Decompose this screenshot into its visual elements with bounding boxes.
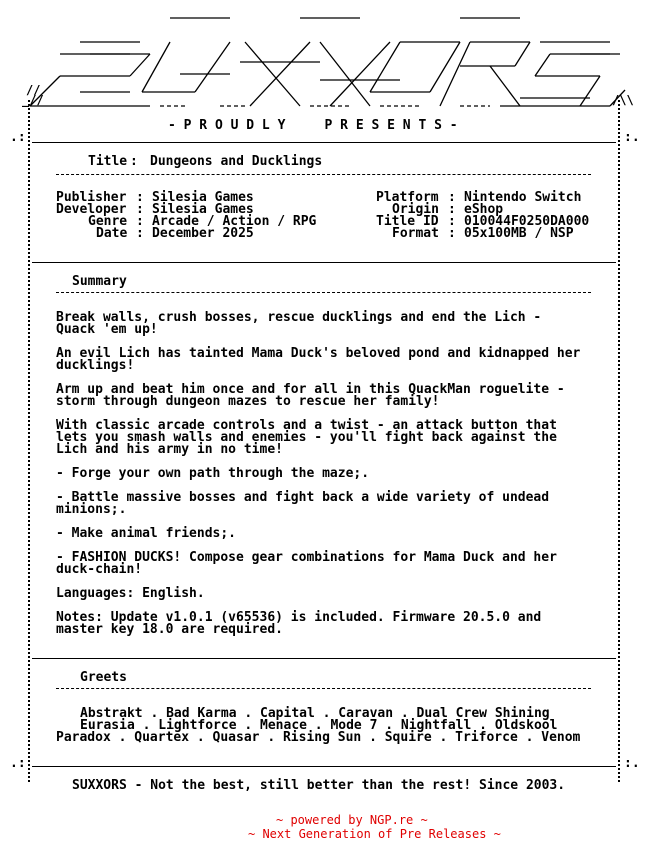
summary-line: - Battle massive bosses and fight back a wide variety of undead xyxy=(56,490,550,505)
summary-line: - Make animal friends;. xyxy=(56,526,237,541)
release-title-sep: : xyxy=(130,154,138,169)
info-origin-value: eShop xyxy=(464,202,504,217)
info-publisher-value: Silesia Games xyxy=(152,190,254,205)
info-titleid-value: 010044F0250DA000 xyxy=(464,214,590,229)
summary-line: duck-chain! xyxy=(56,562,143,577)
greets-heading: Greets xyxy=(80,670,127,685)
info-left-separators: : : : : xyxy=(136,190,144,241)
info-format-label: Format xyxy=(392,226,439,241)
info-platform-label: Platform xyxy=(376,190,439,205)
info-origin-label: Origin xyxy=(392,202,439,217)
summary-heading: Summary xyxy=(72,274,127,289)
greets-line: Paradox . Quartex . Quasar . Rising Sun . Squire . Triforce . Venom xyxy=(56,730,581,745)
info-developer-label: Developer xyxy=(56,202,127,217)
frame-corner-left-bottom: .: xyxy=(10,756,26,771)
summary-line: Arm up and beat him once and for all in this QuackMan roguelite - xyxy=(56,382,565,397)
info-right-separators: : : : : xyxy=(448,190,456,241)
divider-greets xyxy=(56,688,591,689)
group-logo-ascii-art xyxy=(20,14,634,110)
info-genre-label: Genre xyxy=(88,214,128,229)
summary-line: Quack 'em up! xyxy=(56,322,158,337)
svg-text:_//: _// xyxy=(22,93,44,107)
svg-text://: // xyxy=(26,83,41,97)
release-title-label: Title xyxy=(88,154,128,169)
summary-line: With classic arcade controls and a twist - an attack button that xyxy=(56,418,557,433)
info-date-value: December 2025 xyxy=(152,226,254,241)
summary-line: minions;. xyxy=(56,502,127,517)
svg-text:/\\: /\\ xyxy=(612,93,634,107)
footer-next-generation: ~ Next Generation of Pre Releases ~ xyxy=(248,827,501,841)
group-tagline: SUXXORS - Not the best, still better than the rest! Since 2003. xyxy=(72,778,566,793)
info-genre-value: Arcade / Action / RPG xyxy=(152,214,317,229)
summary-line: Notes: Update v1.0.1 (v65536) is included. Firmware 20.5.0 and xyxy=(56,610,542,625)
summary-line: master key 18.0 are required. xyxy=(56,622,283,637)
info-titleid-label: Title ID xyxy=(376,214,439,229)
banner-proudly-presents: - P R O U D L Y P R E S E N T S - xyxy=(168,118,458,133)
frame-corner-left-top: .: xyxy=(10,130,26,145)
divider-title xyxy=(56,174,591,175)
frame-left-border xyxy=(28,100,30,782)
frame-corner-right-top: :. xyxy=(624,130,640,145)
summary-line: Lich and his army in no time! xyxy=(56,442,283,457)
divider-top xyxy=(32,142,616,143)
info-publisher-label: Publisher xyxy=(56,190,127,205)
frame-right-border xyxy=(618,100,620,782)
info-format-value: 05x100MB / NSP xyxy=(464,226,574,241)
frame-corner-right-bottom: :. xyxy=(624,756,640,771)
divider-info xyxy=(32,262,616,263)
greets-line: Eurasia . Lightforce . Menace . Mode 7 . Nightfall . Oldskool xyxy=(80,718,558,733)
release-title: Dungeons and Ducklings xyxy=(150,154,323,169)
divider-greets-end xyxy=(32,766,616,767)
summary-line: An evil Lich has tainted Mama Duck's beloved pond and kidnapped her xyxy=(56,346,581,361)
footer-powered-by: ~ powered by NGP.re ~ xyxy=(276,813,428,827)
info-developer-value: Silesia Games xyxy=(152,202,254,217)
summary-line: lets you smash walls and enemies - you'll fight back against the xyxy=(56,430,557,445)
info-date-label: Date xyxy=(96,226,128,241)
divider-summary-end xyxy=(32,658,616,659)
summary-line: Break walls, crush bosses, rescue ducklings and end the Lich - xyxy=(56,310,542,325)
summary-line: - FASHION DUCKS! Compose gear combinations for Mama Duck and her xyxy=(56,550,557,565)
summary-line: storm through dungeon mazes to rescue her family! xyxy=(56,394,440,409)
summary-line: ducklings! xyxy=(56,358,135,373)
summary-line: - Forge your own path through the maze;. xyxy=(56,466,370,481)
info-platform-value: Nintendo Switch xyxy=(464,190,582,205)
greets-line: Abstrakt . Bad Karma . Capital . Caravan . Dual Crew Shining xyxy=(80,706,550,721)
divider-summary xyxy=(56,292,591,293)
summary-line: Languages: English. xyxy=(56,586,205,601)
